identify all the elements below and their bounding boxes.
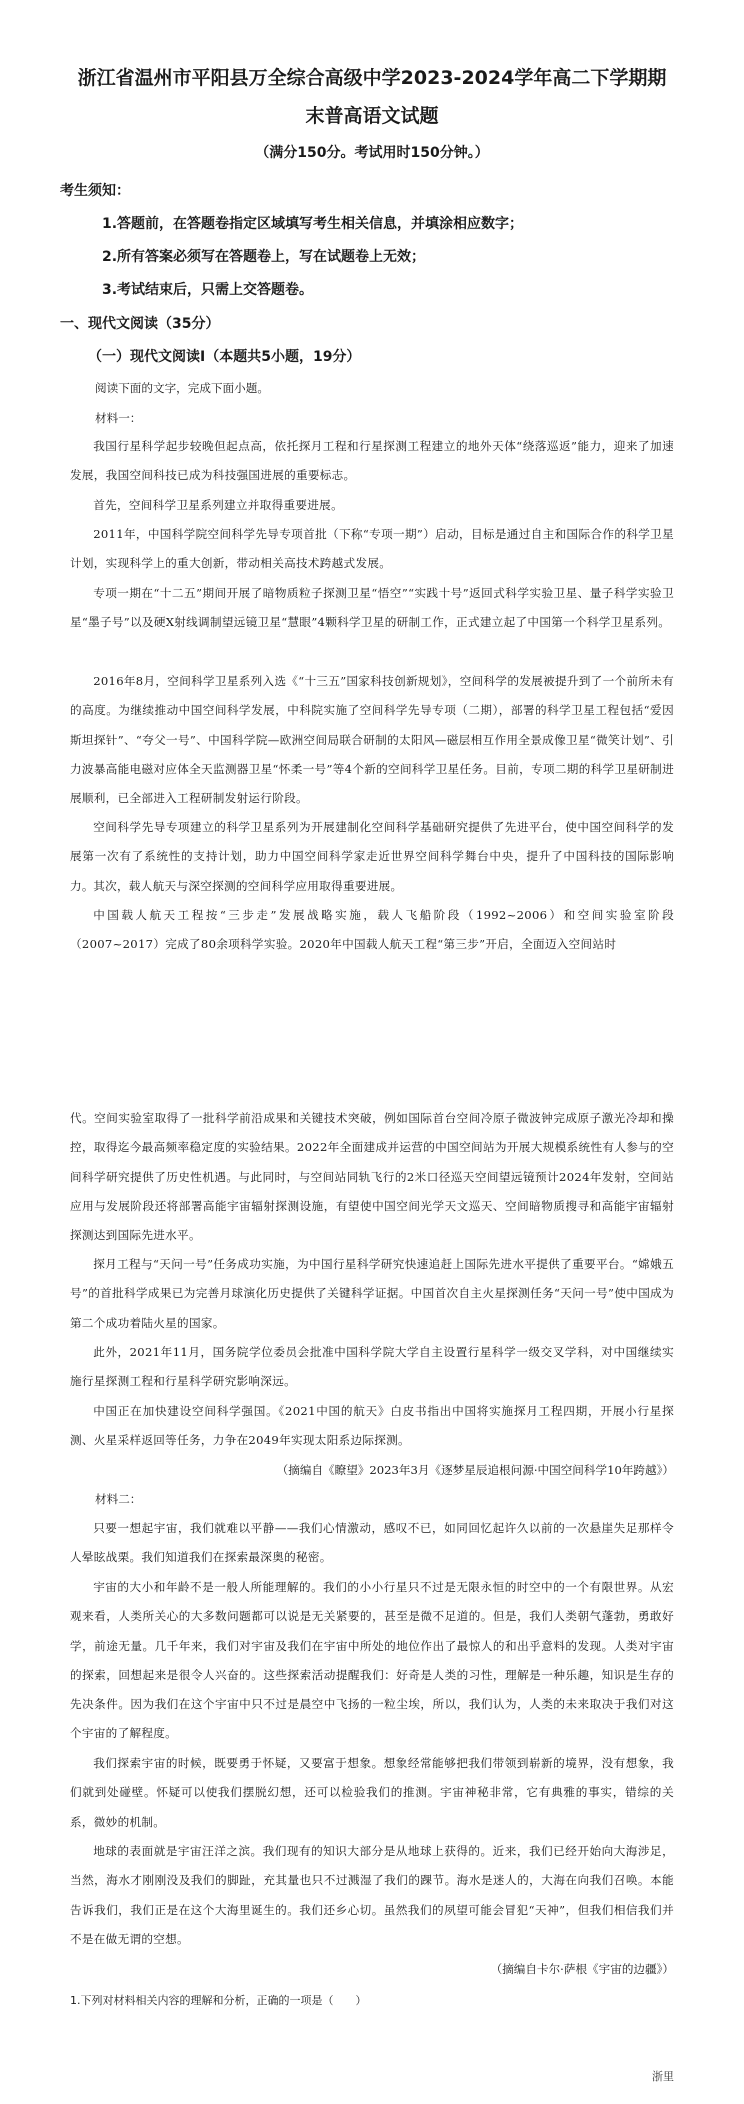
paragraph: 代。空间实验室取得了一批科学前沿成果和关键技术突破，例如国际首台空间冷原子微波钟完成原子激光冷却和操控，取得迄今最高频率稳定度的实验结果。2022年全面建成并运营的中国空间站为开展大规模系统性有人参与的空间科学研究提供了历史性机遇。与此同时，与空间站同轨飞行的2米口径巡天空间望远镜预计2024年发射，空间站应用与发展阶段还将部署高能宇宙辐射探测设施，有望使中国空间光学天文巡天、空间暗物质搜寻和高能宇宙辐射探测达到国际先进水平。 xyxy=(70,1111,674,1243)
paragraph: 此外，2021年11月，国务院学位委员会批准中国科学院大学自主设置行星科学一级交叉学科，对中国继续实施行星探测工程和行星科学研究影响深远。 xyxy=(70,1345,674,1389)
paragraph: 2016年8月，空间科学卫星系列入选《“十三五”国家科技创新规划》，空间科学的发展被提升到了一个前所未有的高度。为继续推动中国空间科学发展，中科院实施了空间科学先导专项（二期），部署的科学卫星工程包括“爱因斯坦探针”、“夸父一号”、中国科学院—欧洲空间局联合研制的太阳风—磁层相互作用全景成像卫星“微笑计划”、引力波暴高能电磁对应体全天监测器卫星“怀柔一号”等4个新的空间科学卫星任务。目前，专项二期的科学卫星研制进展顺利，已全部进入工程研制发射运行阶段。 xyxy=(70,674,674,806)
paragraph: 我们探索宇宙的时候，既要勇于怀疑，又要富于想象。想象经常能够把我们带领到崭新的境界，没有想象，我们就到处碰壁。怀疑可以使我们摆脱幻想，还可以检验我们的推测。宇宙神秘非常，它有典雅的事实，错综的关系，微妙的机制。 xyxy=(70,1756,674,1829)
page-footer: 浙里 xyxy=(652,2070,674,2083)
paragraph: 首先，空间科学卫星系列建立并取得重要进展。 xyxy=(93,498,343,512)
source-citation: （摘编自《瞭望》2023年3月《逐梦星辰追根问源·中国空间科学10年跨越》） xyxy=(276,1463,674,1477)
source-citation: （摘编自卡尔·萨根《宇宙的边疆》） xyxy=(490,1962,674,1976)
material-label: 材料二： xyxy=(95,1492,142,1506)
paragraph: 2011年，中国科学院空间科学先导专项首批（下称“专项一期”）启动，目标是通过自主和国际合作的科学卫星计划，实现科学上的重大创新，带动相关高技术跨越式发展。 xyxy=(70,527,674,571)
instruction-text: 阅读下面的文字，完成下面小题。 xyxy=(95,381,269,395)
material-label: 材料一： xyxy=(95,411,142,425)
notice-item: 2.所有答案必须写在答题卷上，写在试题卷上无效； xyxy=(102,249,426,265)
paragraph: 宇宙的大小和年龄不是一般人所能理解的。我们的小小行星只不过是无限永恒的时空中的一个有限世界。从宏观来看，人类所关心的大多数问题都可以说是无关紧要的，甚至是微不足道的。但是，我们人类朝气蓬勃，勇敢好学，前途无量。几千年来，我们对宇宙及我们在宇宙中所处的地位作出了最惊人的和出乎意料的发现。人类对宇宙的探索，回想起来是很令人兴奋的。这些探索活动提醒我们：好奇是人类的习性，理解是一种乐趣，知识是生存的先决条件。因为我们在这个宇宙中只不过是晨空中飞扬的一粒尘埃，所以，我们认为，人类的未来取决于我们对这个宇宙的了解程度。 xyxy=(70,1580,674,1741)
exam-title-line1: 浙江省温州市平阳县万全综合高级中学2023-2024学年高二下学期期 xyxy=(77,67,667,89)
paragraph: 我国行星科学起步较晚但起点高，依托探月工程和行星探测工程建立的地外天体“绕落巡返”能力，迎来了加速发展，我国空间科技已成为科技强国进展的重要标志。 xyxy=(70,439,674,483)
notice-item: 3.考试结束后，只需上交答题卷。 xyxy=(102,282,314,298)
paragraph: 空间科学先导专项建立的科学卫星系列为开展建制化空间科学基础研究提供了先进平台，使中国空间科学的发展第一次有了系统性的支持计划，助力中国空间科学家走近世界空间科学舞台中央，提升了中国科技的国际影响力。 xyxy=(70,820,674,893)
question-1: 1.下列对材料相关内容的理解和分析，正确的一项是（ ） xyxy=(70,1994,367,2007)
paragraph: 专项一期在“十二五”期间开展了暗物质粒子探测卫星“悟空”“实践十号”返回式科学实验卫星、量子科学实验卫星“墨子号”以及硬X射线调制望远镜卫星“慧眼”4颗科学卫星的研制工作，正式建立起了中国第一个科学卫星系列。 xyxy=(70,586,674,630)
exam-subtitle: （满分150分。考试用时150分钟。） xyxy=(255,145,489,161)
notice-item: 1.答题前，在答题卷指定区域填写考生相关信息，并填涂相应数字； xyxy=(102,216,524,232)
paragraph: 其次，载人航天与深空探测的空间科学应用取得重要进展。 xyxy=(93,879,403,893)
subsection-heading: （一）现代文阅读Ⅰ（本题共5小题，19分） xyxy=(88,349,361,365)
notice-heading: 考生须知： xyxy=(60,183,130,199)
paragraph: 探月工程与“天问一号”任务成功实施，为中国行星科学研究快速追赶上国际先进水平提供了重要平台。“嫦娥五号”的首批科学成果已为完善月球演化历史提供了关键科学证据。中国首次自主火星探测任务“天问一号”使中国成为第二个成功着陆火星的国家。 xyxy=(70,1257,674,1330)
paragraph: 只要一想起宇宙，我们就难以平静——我们心情激动，感叹不已，如同回忆起许久以前的一次悬崖失足那样令人晕眩战栗。我们知道我们在探索最深奥的秘密。 xyxy=(70,1521,674,1565)
paragraph: 中国正在加快建设空间科学强国。《2021中国的航天》白皮书指出中国将实施探月工程四期，开展小行星探测、火星采样返回等任务，力争在2049年实现太阳系边际探测。 xyxy=(70,1404,674,1448)
section-heading: 一、现代文阅读（35分） xyxy=(60,316,220,332)
exam-title-line2: 末普高语文试题 xyxy=(305,105,439,127)
paragraph: 地球的表面就是宇宙汪洋之滨。我们现有的知识大部分是从地球上获得的。近来，我们已经开始向大海涉足，当然，海水才刚刚没及我们的脚趾，充其量也只不过溅湿了我们的踝节。海水是迷人的，大海在向我们召唤。本能告诉我们，我们正是在这个大海里诞生的。我们还乡心切。虽然我们的夙望可能会冒犯“天神”，但我们相信我们并不是在做无谓的空想。 xyxy=(70,1844,674,1946)
paragraph: 中国载人航天工程按“三步走”发展战略实施，载人飞船阶段（1992~2006）和空间实验室阶段（2007~2017）完成了80余项科学实验。2020年中国载人航天工程“第三步”开启，全面迈入空间站时 xyxy=(70,908,674,952)
